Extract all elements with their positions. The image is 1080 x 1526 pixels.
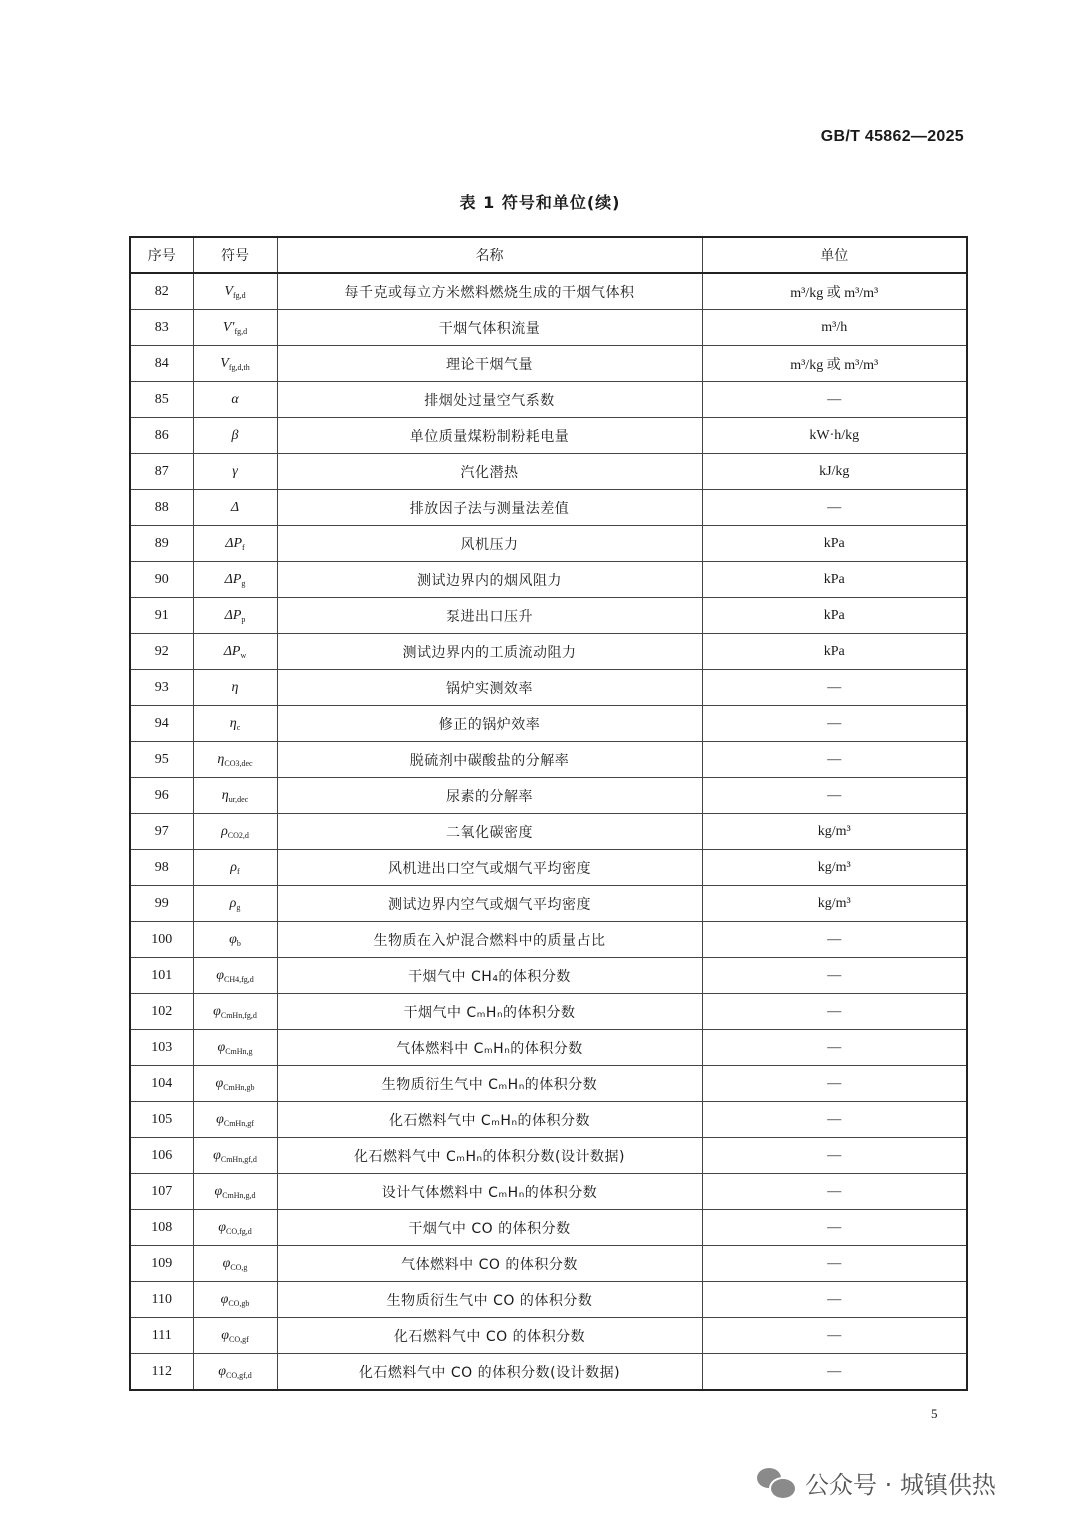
- row-name: 排烟处过量空气系数: [277, 382, 702, 418]
- symbol-subscript: CH4,fg,d: [223, 974, 254, 984]
- symbol-main: ρ: [221, 823, 228, 839]
- row-symbol: [193, 1066, 277, 1102]
- symbol-main: γ: [232, 463, 238, 479]
- row-symbol: [193, 454, 277, 490]
- symbol-subscript: c: [236, 722, 241, 732]
- row-name: 干烟气中 CO 的体积分数: [277, 1210, 702, 1246]
- row-index: 86: [130, 418, 193, 454]
- row-name: 泵进出口压升: [277, 598, 702, 634]
- row-index: 103: [130, 1030, 193, 1066]
- row-name: 干烟气体积流量: [277, 310, 702, 346]
- symbol-main: φ: [216, 1111, 224, 1127]
- row-unit: —: [702, 706, 967, 742]
- row-symbol: [193, 850, 277, 886]
- row-symbol: [193, 1102, 277, 1138]
- row-name: 汽化潜热: [277, 454, 702, 490]
- symbol-main: φ: [220, 1291, 229, 1307]
- row-symbol: [193, 886, 277, 922]
- row-symbol: [193, 634, 277, 670]
- symbol-subscript: CmHn,fg,d: [220, 1010, 257, 1020]
- row-unit: kg/m³: [702, 814, 967, 850]
- row-index: 82: [130, 273, 193, 310]
- row-symbol: [193, 418, 277, 454]
- table-row: [130, 346, 967, 382]
- symbol-main: ρ: [230, 859, 238, 875]
- symbol-subscript: g: [236, 902, 241, 912]
- symbol-main: ΔP: [225, 535, 243, 551]
- row-symbol: [193, 814, 277, 850]
- row-symbol: [193, 742, 277, 778]
- row-index: 102: [130, 994, 193, 1030]
- row-name: 化石燃料气中 CₘHₙ的体积分数: [277, 1102, 702, 1138]
- symbol-main: V: [224, 283, 233, 299]
- symbol-subscript: CmHn,g,d: [222, 1190, 256, 1200]
- row-index: 109: [130, 1246, 193, 1282]
- row-name: 生物质在入炉混合燃料中的质量占比: [277, 922, 702, 958]
- row-index: 89: [130, 526, 193, 562]
- table-row: [130, 310, 967, 346]
- row-unit: kPa: [702, 562, 967, 598]
- symbol-main: η: [229, 715, 237, 731]
- table-row: [130, 1282, 967, 1318]
- row-unit: —: [702, 994, 967, 1030]
- row-symbol: [193, 1318, 277, 1354]
- row-unit: kPa: [702, 634, 967, 670]
- row-symbol: [193, 490, 277, 526]
- symbol-main: β: [231, 427, 239, 443]
- table-row: [130, 670, 967, 706]
- row-name: 二氧化碳密度: [277, 814, 702, 850]
- row-symbol: [193, 310, 277, 346]
- symbol-subscript: p: [241, 614, 246, 624]
- row-unit: —: [702, 958, 967, 994]
- table-header-row: [130, 237, 967, 273]
- header-unit: 单位: [702, 237, 967, 273]
- row-name: 风机进出口空气或烟气平均密度: [277, 850, 702, 886]
- row-index: 106: [130, 1138, 193, 1174]
- row-unit: m³/kg 或 m³/m³: [702, 273, 967, 310]
- row-index: 100: [130, 922, 193, 958]
- symbol-main: φ: [218, 1363, 226, 1379]
- row-name: 修正的锅炉效率: [277, 706, 702, 742]
- symbol-main: ΔP: [223, 643, 241, 659]
- row-name: 尿素的分解率: [277, 778, 702, 814]
- table-row: [130, 418, 967, 454]
- row-name: 气体燃料中 CₘHₙ的体积分数: [277, 1030, 702, 1066]
- symbol-subscript: fg,d: [232, 290, 246, 300]
- row-index: 84: [130, 346, 193, 382]
- row-index: 97: [130, 814, 193, 850]
- row-unit: kW·h/kg: [702, 418, 967, 454]
- row-symbol: [193, 1246, 277, 1282]
- row-unit: —: [702, 670, 967, 706]
- table-row: [130, 814, 967, 850]
- table-row: [130, 1066, 967, 1102]
- symbol-main: V: [220, 355, 229, 371]
- symbol-subscript: CO,g: [230, 1262, 248, 1272]
- row-index: 110: [130, 1282, 193, 1318]
- row-unit: kPa: [702, 598, 967, 634]
- symbol-subscript: CmHn,g: [225, 1046, 253, 1056]
- row-symbol: [193, 1210, 277, 1246]
- row-symbol: [193, 598, 277, 634]
- row-symbol: [193, 778, 277, 814]
- symbol-main: φ: [214, 1183, 223, 1199]
- watermark-text: 公众号 · 城镇供热: [805, 1470, 996, 1499]
- symbol-prime: ′: [231, 319, 235, 335]
- row-unit: kg/m³: [702, 886, 967, 922]
- table-row: [130, 958, 967, 994]
- symbol-subscript: ur,dec: [228, 794, 249, 804]
- row-name: 化石燃料气中 CO 的体积分数(设计数据): [277, 1354, 702, 1391]
- symbol-subscript: CO2,d: [227, 830, 249, 840]
- row-index: 93: [130, 670, 193, 706]
- row-unit: —: [702, 1246, 967, 1282]
- symbol-main: η: [221, 787, 229, 803]
- row-unit: kg/m³: [702, 850, 967, 886]
- row-index: 83: [130, 310, 193, 346]
- table-row: [130, 1174, 967, 1210]
- symbol-subscript: f: [242, 542, 245, 552]
- row-index: 101: [130, 958, 193, 994]
- symbol-main: V: [222, 319, 232, 335]
- symbol-main: ρ: [229, 895, 237, 911]
- row-name: 测试边界内的烟风阻力: [277, 562, 702, 598]
- symbol-main: φ: [215, 1075, 224, 1091]
- symbol-subscript: CO3,dec: [224, 758, 253, 768]
- row-name: 干烟气中 CH₄的体积分数: [277, 958, 702, 994]
- symbol-subscript: b: [236, 938, 241, 948]
- row-name: 气体燃料中 CO 的体积分数: [277, 1246, 702, 1282]
- row-index: 90: [130, 562, 193, 598]
- symbol-subscript: f: [237, 866, 240, 876]
- symbol-subscript: CO,gf: [228, 1334, 249, 1344]
- header-name: 名称: [277, 237, 702, 273]
- row-unit: m³/kg 或 m³/m³: [702, 346, 967, 382]
- table-row: [130, 454, 967, 490]
- table-row: [130, 1354, 967, 1391]
- symbol-main: φ: [218, 1219, 226, 1235]
- row-index: 85: [130, 382, 193, 418]
- row-unit: —: [702, 1138, 967, 1174]
- row-unit: kJ/kg: [702, 454, 967, 490]
- header-symbol: 符号: [193, 237, 277, 273]
- symbol-subscript: CmHn,gb: [223, 1082, 255, 1092]
- symbol-subscript: w: [240, 650, 247, 660]
- table-row: [130, 742, 967, 778]
- row-index: 108: [130, 1210, 193, 1246]
- row-name: 化石燃料气中 CₘHₙ的体积分数(设计数据): [277, 1138, 702, 1174]
- symbol-main: φ: [221, 1327, 229, 1343]
- table-row: [130, 778, 967, 814]
- symbol-main: Δ: [230, 499, 240, 515]
- row-unit: —: [702, 1282, 967, 1318]
- row-index: 96: [130, 778, 193, 814]
- row-index: 107: [130, 1174, 193, 1210]
- table-row: [130, 526, 967, 562]
- symbols-units-table: [129, 236, 968, 1391]
- row-unit: —: [702, 1354, 967, 1391]
- table-row: [130, 922, 967, 958]
- symbol-subscript: fg,d: [234, 326, 248, 336]
- row-index: 105: [130, 1102, 193, 1138]
- row-index: 87: [130, 454, 193, 490]
- row-unit: m³/h: [702, 310, 967, 346]
- row-symbol: [193, 1030, 277, 1066]
- row-name: 测试边界内空气或烟气平均密度: [277, 886, 702, 922]
- row-name: 化石燃料气中 CO 的体积分数: [277, 1318, 702, 1354]
- row-symbol: [193, 273, 277, 310]
- row-symbol: [193, 1138, 277, 1174]
- row-unit: —: [702, 382, 967, 418]
- symbol-subscript: CO,gb: [228, 1298, 250, 1308]
- table-row: [130, 1030, 967, 1066]
- table-row: [130, 706, 967, 742]
- table-row: [130, 634, 967, 670]
- table-row: [130, 490, 967, 526]
- page-number: 5: [931, 1406, 938, 1421]
- row-index: 94: [130, 706, 193, 742]
- row-symbol: [193, 994, 277, 1030]
- symbol-main: ΔP: [224, 571, 242, 587]
- row-name: 风机压力: [277, 526, 702, 562]
- table-row: [130, 1210, 967, 1246]
- symbol-main: φ: [229, 931, 237, 947]
- row-symbol: [193, 526, 277, 562]
- row-index: 112: [130, 1354, 193, 1391]
- symbol-main: φ: [216, 967, 224, 983]
- row-index: 111: [130, 1318, 193, 1354]
- table-row: [130, 994, 967, 1030]
- row-unit: —: [702, 922, 967, 958]
- table-row: [130, 886, 967, 922]
- table-body: [130, 273, 967, 1390]
- table-row: [130, 850, 967, 886]
- table-row: [130, 598, 967, 634]
- row-unit: —: [702, 1318, 967, 1354]
- row-name: 脱硫剂中碳酸盐的分解率: [277, 742, 702, 778]
- symbol-main: φ: [217, 1039, 226, 1055]
- table-row: [130, 382, 967, 418]
- table-row: [130, 562, 967, 598]
- table-caption: 表 1 符号和单位(续): [459, 193, 621, 212]
- symbol-main: φ: [213, 1003, 221, 1019]
- row-index: 95: [130, 742, 193, 778]
- row-name: 理论干烟气量: [277, 346, 702, 382]
- row-unit: —: [702, 490, 967, 526]
- symbol-subscript: CO,fg,d: [225, 1226, 252, 1236]
- table-row: [130, 1102, 967, 1138]
- row-symbol: [193, 382, 277, 418]
- row-symbol: [193, 958, 277, 994]
- row-symbol: [193, 346, 277, 382]
- symbol-main: η: [217, 751, 225, 767]
- table-row: [130, 1246, 967, 1282]
- row-unit: —: [702, 1030, 967, 1066]
- row-index: 98: [130, 850, 193, 886]
- row-unit: kPa: [702, 526, 967, 562]
- row-name: 生物质衍生气中 CO 的体积分数: [277, 1282, 702, 1318]
- row-name: 测试边界内的工质流动阻力: [277, 634, 702, 670]
- row-index: 88: [130, 490, 193, 526]
- symbol-main: η: [231, 679, 239, 695]
- row-symbol: [193, 670, 277, 706]
- row-symbol: [193, 1282, 277, 1318]
- row-symbol: [193, 706, 277, 742]
- symbol-main: α: [231, 391, 239, 407]
- row-unit: —: [702, 1210, 967, 1246]
- row-unit: —: [702, 1066, 967, 1102]
- row-index: 104: [130, 1066, 193, 1102]
- row-index: 91: [130, 598, 193, 634]
- row-unit: —: [702, 1102, 967, 1138]
- table-row: [130, 273, 967, 310]
- row-unit: —: [702, 778, 967, 814]
- row-symbol: [193, 922, 277, 958]
- row-name: 干烟气中 CₘHₙ的体积分数: [277, 994, 702, 1030]
- symbol-subscript: CO,gf,d: [225, 1370, 252, 1380]
- row-name: 每千克或每立方米燃料燃烧生成的干烟气体积: [277, 273, 702, 310]
- table-row: [130, 1318, 967, 1354]
- row-name: 单位质量煤粉制粉耗电量: [277, 418, 702, 454]
- symbol-subscript: fg,d,th: [228, 362, 250, 372]
- header-index: 序号: [130, 237, 193, 273]
- table-row: [130, 1138, 967, 1174]
- watermark: [757, 1462, 996, 1502]
- row-index: 92: [130, 634, 193, 670]
- row-index: 99: [130, 886, 193, 922]
- symbol-subscript: CmHn,gf: [223, 1118, 254, 1128]
- symbol-main: φ: [213, 1147, 221, 1163]
- row-name: 生物质衍生气中 CₘHₙ的体积分数: [277, 1066, 702, 1102]
- row-unit: —: [702, 1174, 967, 1210]
- wechat-icon: [757, 1466, 795, 1498]
- row-name: 排放因子法与测量法差值: [277, 490, 702, 526]
- symbol-main: φ: [222, 1255, 231, 1271]
- row-symbol: [193, 562, 277, 598]
- symbol-main: ΔP: [224, 607, 242, 623]
- symbol-subscript: g: [241, 578, 246, 588]
- symbol-subscript: CmHn,gf,d: [220, 1154, 257, 1164]
- row-symbol: [193, 1174, 277, 1210]
- row-symbol: [193, 1354, 277, 1391]
- row-unit: —: [702, 742, 967, 778]
- row-name: 锅炉实测效率: [277, 670, 702, 706]
- row-name: 设计气体燃料中 CₘHₙ的体积分数: [277, 1174, 702, 1210]
- document-code: GB/T 45862—2025: [820, 128, 964, 145]
